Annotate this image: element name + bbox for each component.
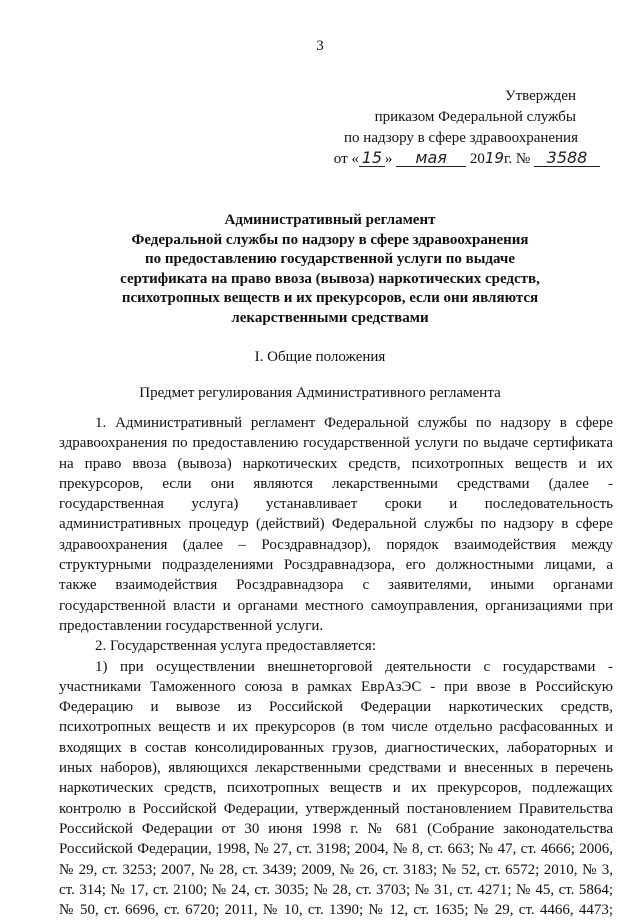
body-line: контролю в Российской Федерации, утвержденный постановлением Правительства bbox=[59, 800, 613, 817]
document-title bbox=[80, 211, 580, 328]
handwritten-year: 19 bbox=[484, 149, 504, 167]
body-line: структурными подразделениями Росздравнадзора, его должностными лицами, а bbox=[59, 557, 613, 574]
title-line: лекарственными средствами bbox=[231, 309, 429, 326]
title-line: сертификата на право ввоза (вывоза) наркотических средств, bbox=[120, 270, 540, 287]
title-line: по предоставлению государственной услуги по выдаче bbox=[144, 251, 516, 267]
body-line: на право ввоза (вывоза) наркотических средств, психотропных веществ и их bbox=[59, 455, 613, 472]
body-line: 1. Административный регламент Федеральной службы по надзору в сфере bbox=[95, 415, 613, 431]
handwritten-day: 15 bbox=[359, 150, 385, 167]
number-prefix: г. № bbox=[503, 151, 531, 167]
title-line: Административный регламент bbox=[224, 212, 436, 228]
body-line: Российской Федерации, 1998, № 27, ст. 3198; 2004, № 8, ст. 663; № 47, ст. 4666; 2006, bbox=[59, 841, 613, 858]
body-text bbox=[59, 413, 613, 920]
approval-block bbox=[300, 86, 600, 170]
body-line: также взаимодействия Росздравнадзора с заявителями, иными органами bbox=[59, 577, 613, 594]
date-mid: » bbox=[384, 151, 393, 167]
section-heading: I. Общие положения bbox=[254, 349, 386, 365]
body-line: Федерацию и вывозе из Российской Федерации наркотических средств, bbox=[59, 699, 613, 716]
body-line: ст. 314; № 17, ст. 2100; № 24, ст. 3035; № 28, ст. 3703; № 31, ст. 4271; № 45, ст. 5864; bbox=[59, 881, 613, 898]
body-line: государственной власти и органами местного самоуправления, организациями при bbox=[59, 597, 613, 614]
body-line: здравоохранения по предоставлению государственной услуги по выдаче сертификата bbox=[59, 435, 613, 452]
approval-line-order: приказом Федеральной службы bbox=[374, 109, 576, 125]
body-line: № 29, ст. 3253; 2007, № 28, ст. 3439; 2009, № 26, ст. 3183; № 52, ст. 6572; 2010, № 3, bbox=[59, 861, 613, 878]
body-line: государственная услуга) устанавливает сроки и последовательность bbox=[59, 496, 613, 513]
page-number: 3 bbox=[316, 38, 324, 54]
body-line: предоставлении государственной услуги. bbox=[59, 617, 324, 634]
body-line: 2. Государственная услуга предоставляется: bbox=[95, 638, 376, 655]
body-line: входящих в состав консолидированных грузов, диагностических, лабораторных и bbox=[59, 739, 613, 756]
handwritten-month: мая bbox=[396, 150, 466, 167]
year-prefix: 20 bbox=[469, 151, 485, 167]
body-line: участниками Таможенного союза в рамках ЕврАзЭС - при ввозе в Российскую bbox=[59, 678, 613, 695]
body-line: психотропных веществ и их прекурсоров (в том числе отдельно расфасованных и bbox=[59, 719, 613, 736]
title-line: Федеральной службы по надзору в сфере здравоохранения bbox=[131, 231, 529, 248]
approval-date-line bbox=[300, 149, 600, 170]
body-line: иных наборов), являющихся лекарственными средствами и внесенных в перечень bbox=[59, 760, 613, 777]
approval-line-agency: по надзору в сфере здравоохранения bbox=[344, 130, 578, 146]
handwritten-number: 3588 bbox=[534, 150, 600, 167]
date-prefix: от « bbox=[333, 151, 359, 167]
body-line: здравоохранения (далее – Росздравнадзор), порядок взаимодействия между bbox=[59, 536, 613, 553]
approval-line-approved: Утвержден bbox=[504, 88, 576, 104]
body-line: прекурсоров, если они являются лекарственными средствами (далее - bbox=[59, 475, 613, 492]
body-line: Российской Федерации от 30 июня 1998 г. № 681 (Собрание законодательства bbox=[59, 820, 613, 837]
body-line: 1) при осуществлении внешнеторговой деятельности с государствами - bbox=[95, 658, 613, 675]
title-line: психотропных веществ и их прекурсоров, если они являются bbox=[121, 290, 539, 306]
subsection-heading: Предмет регулирования Административного регламента bbox=[139, 385, 501, 401]
body-line: наркотических средств, психотропных веществ и их прекурсоров, подлежащих bbox=[59, 780, 613, 797]
body-line: административных процедур (действий) Федеральной службы по надзору в сфере bbox=[59, 516, 613, 533]
body-line: № 50, ст. 6696, ст. 6720; 2011, № 10, ст. 1390; № 12, ст. 1635; № 29, ст. 4466, 4473; bbox=[59, 902, 613, 919]
